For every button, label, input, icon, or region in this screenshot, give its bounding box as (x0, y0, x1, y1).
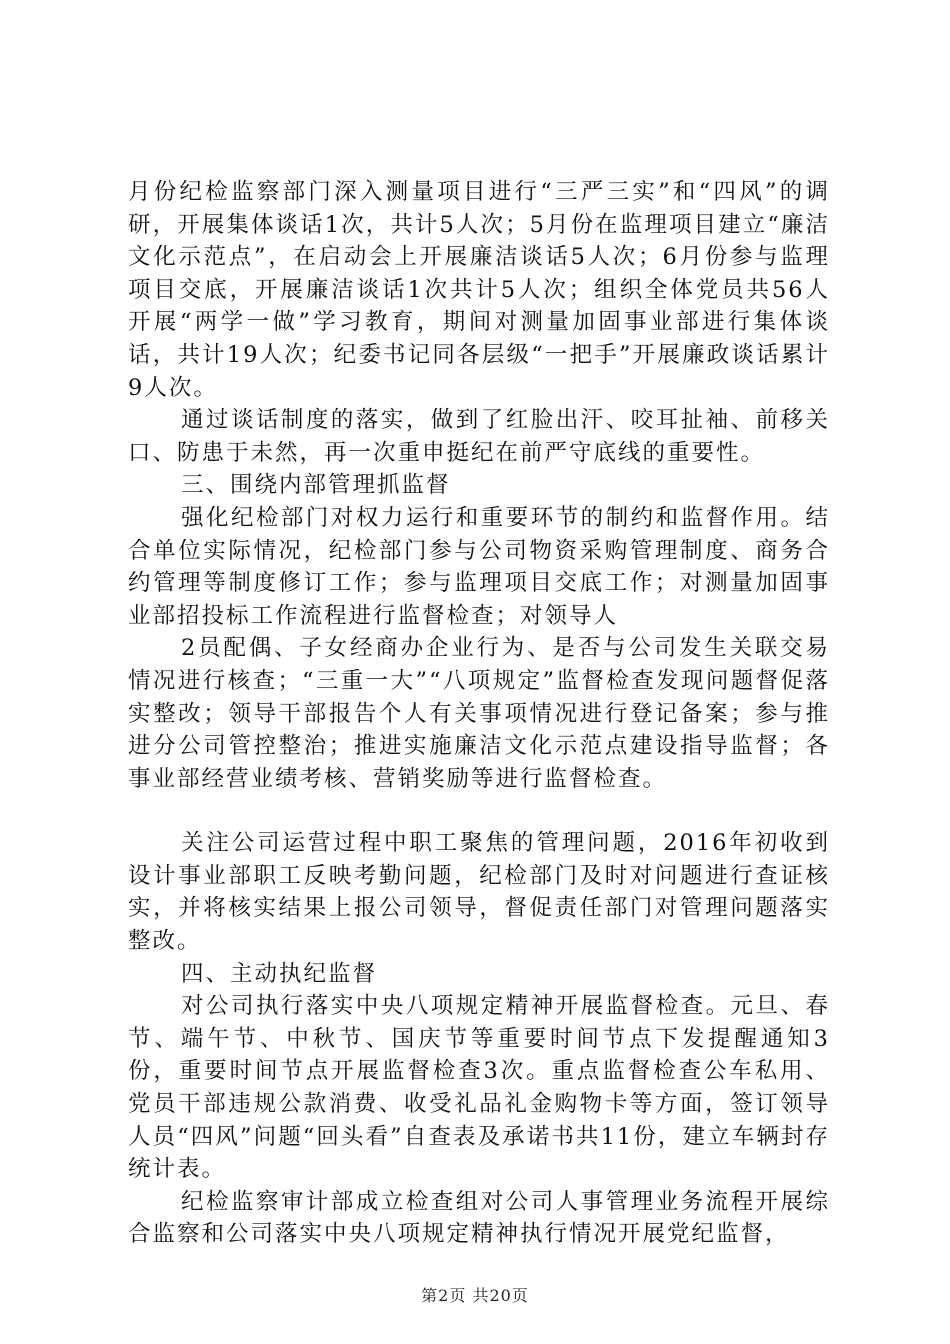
paragraph-verification: 2员配偶、子女经商办企业行为、是否与公司发生关联交易情况进行核查；“三重一大”“八项规定”监督检查发现问题督促落实整改；领导干部报告个人有关事项情况进行登记备案；参与推进分公司管控整治；推进实施廉洁文化示范点建设指导监督；各事业部经营业绩考核、营销奖励等进行监督检查。 (128, 635, 830, 792)
paragraph-oversight-role: 强化纪检部门对权力运行和重要环节的制约和监督作用。结合单位实际情况，纪检部门参与公司物资采购管理制度、商务合约管理等制度修订工作；参与监理项目交底工作；对测量加固事业部招投标工作流程进行监督检查；对领导人 (128, 504, 830, 629)
paragraph-inspection-team: 纪检监察审计部成立检查组对公司人事管理业务流程开展综合监察和公司落实中央八项规定精神执行情况开展党纪监督， (128, 1188, 830, 1248)
paragraph-staff-concerns: 关注公司运营过程中职工聚焦的管理问题，2016年初收到设计事业部职工反映考勤问题，纪检部门及时对问题进行查证核实，并将核实结果上报公司领导，督促责任部门对管理问题落实整改。 (128, 830, 830, 955)
page-footer: 第2页 共20页 (421, 1286, 529, 1305)
document-body (128, 176, 830, 1251)
section-heading-discipline-supervision: 四、主动执纪监督 (181, 960, 378, 987)
paragraph-talk-system: 通过谈话制度的落实，做到了红脸出汗、咬耳扯袖、前移关口、防患于未然，再一次重申挺纪在前严守底线的重要性。 (128, 407, 830, 466)
paragraph-talks-summary: 月份纪检监察部门深入测量项目进行“三严三实”和“四风”的调研，开展集体谈话1次，共计5人次；5月份在监理项目建立“廉洁文化示范点”，在启动会上开展廉洁谈话5人次；6月份参与监理项目交底，开展廉洁谈话1次共计5人次；组织全体党员共56人开展“两学一做”学习教育，期间对测量加固事业部进行集体谈话，共计19人次；纪委书记同各层级“一把手”开展廉政谈话累计9人次。 (128, 179, 830, 401)
paragraph-eight-rules: 对公司执行落实中央八项规定精神开展监督检查。元旦、春节、端午节、中秋节、国庆节等重要时间节点下发提醒通知3份，重要时间节点开展监督检查3次。重点监督检查公车私用、党员干部违规公款消费、收受礼品礼金购物卡等方面，签订领导人员“四风”问题“回头看”自查表及承诺书共11份，建立车辆封存统计表。 (128, 993, 830, 1183)
section-heading-internal-management: 三、围绕内部管理抓监督 (181, 472, 451, 499)
